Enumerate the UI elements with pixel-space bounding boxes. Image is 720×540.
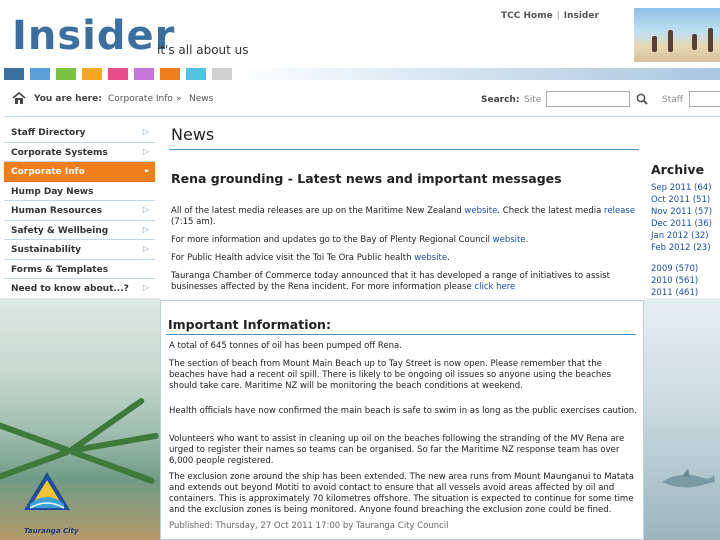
archive-month-link[interactable]: Nov 2011 (57) — [651, 207, 713, 217]
tauranga-city-logo-icon — [22, 470, 72, 516]
header-beach-photo — [634, 8, 720, 62]
site-search-input[interactable] — [546, 91, 630, 107]
breadcrumb-item-corporate-info[interactable]: Corporate Info — [108, 94, 173, 104]
search-label: Search: — [481, 95, 520, 105]
archive-title: Archive — [651, 162, 705, 177]
tcc-home-link[interactable]: TCC Home — [501, 11, 553, 21]
color-swatch — [4, 68, 24, 80]
search-icon[interactable] — [636, 93, 648, 105]
regional-council-website-link[interactable]: website — [492, 235, 526, 245]
search-site-label: Site — [524, 95, 542, 105]
color-swatch — [134, 68, 154, 80]
staff-search-input[interactable] — [689, 91, 720, 107]
article-title[interactable]: Rena grounding - Latest news and important messages — [171, 171, 562, 186]
archive-month-link[interactable]: Sep 2011 (64) — [651, 183, 712, 193]
header-divider — [4, 116, 720, 117]
main-content — [164, 120, 644, 300]
breadcrumb-item-news: News — [189, 94, 214, 104]
published-line: Published: Thursday, 27 Oct 2011 17:00 by Tauranga City Council — [169, 521, 449, 531]
color-swatch — [30, 68, 50, 80]
important-information-title: Important Information: — [168, 317, 331, 332]
arrow-right-icon: ▸ — [144, 166, 149, 175]
archive-month-link[interactable]: Feb 2012 (23) — [651, 243, 711, 253]
regional-council-paragraph — [171, 235, 641, 246]
sidebar-item-label: Hump Day News — [11, 186, 94, 197]
arrow-right-icon: ▷ — [142, 146, 149, 156]
sidebar-item-hump-day-news[interactable] — [4, 182, 155, 202]
archive-month-link[interactable]: Dec 2011 (36) — [651, 219, 712, 229]
media-release-paragraph — [171, 206, 641, 228]
archive-year-link[interactable]: 2010 (561) — [651, 276, 699, 286]
color-swatch — [186, 68, 206, 80]
photo-figure — [708, 28, 713, 52]
dolphin-icon — [660, 468, 716, 492]
maritime-website-link[interactable]: website — [464, 206, 498, 216]
tauranga-city-logo-text: Tauranga City — [24, 527, 79, 535]
info-paragraph: The section of beach from Mount Main Beach up to Tay Street is now open. Please remember that the beaches have had a recent oil spill. There is likely to be ongoing oil issues so anyone using the beaches should take care. Maritime NZ will be monitoring the beach conditions at weekend. — [169, 359, 611, 391]
color-swatch — [82, 68, 102, 80]
site-header — [0, 0, 720, 70]
archive-year-link[interactable]: 2009 (570) — [651, 264, 699, 274]
color-bar-fill — [240, 68, 720, 80]
sidebar-item-corporate-info[interactable] — [4, 162, 155, 182]
sidebar-item-human-resources[interactable] — [4, 201, 155, 221]
sidebar-item-label: Safety & Wellbeing — [11, 225, 109, 236]
paragraph-text: For Public Health advice visit the Toi Te Ora Public health — [171, 253, 415, 263]
archive-month-link[interactable]: Jan 2012 (32) — [651, 231, 709, 241]
insider-link[interactable]: Insider — [563, 11, 599, 21]
title-rule — [166, 334, 636, 335]
photo-figure — [692, 34, 697, 50]
top-links — [501, 11, 599, 21]
public-health-paragraph — [171, 253, 641, 264]
photo-figure — [652, 36, 657, 52]
photo-figure — [668, 30, 673, 52]
color-swatch — [56, 68, 76, 80]
sidebar-item-need-to-know[interactable] — [4, 279, 155, 299]
breadcrumb-bar — [0, 88, 720, 112]
breadcrumb-label: You are here: — [34, 94, 102, 104]
info-paragraph: A total of 645 tonnes of oil has been pumped off Rena. — [169, 341, 402, 351]
link-separator: | — [556, 11, 560, 21]
sidebar-item-label: Corporate Systems — [11, 147, 108, 158]
palm-frond — [69, 448, 156, 484]
paragraph-text: All of the latest media releases are up on the Maritime New Zealand — [171, 206, 465, 216]
sidebar-item-label: Corporate Info — [11, 167, 85, 177]
sidebar-item-sustainability[interactable] — [4, 240, 155, 260]
color-bar — [4, 68, 720, 80]
decorative-background-right — [644, 298, 720, 540]
info-paragraph: Health officials have now confirmed the main beach is safe to swim in as long as the public exercises caution. — [169, 406, 637, 416]
paragraph-text: Tauranga Chamber of Commerce today announced that it has developed a range of initiatives to assist businesses affected by the Rena incident. For more information please — [171, 271, 610, 292]
click-here-link[interactable]: click here — [474, 282, 516, 292]
paragraph-text: . — [525, 235, 529, 245]
sidebar-item-label: Human Resources — [11, 206, 103, 216]
public-health-website-link[interactable]: website — [414, 253, 448, 263]
paragraph-text: . Check the latest media — [497, 206, 602, 216]
paragraph-text: For more information and updates go to the Bay of Plenty Regional Council — [171, 235, 493, 245]
site-tagline: it's all about us — [157, 43, 249, 57]
title-rule — [169, 149, 639, 150]
sidebar-item-label: Forms & Templates — [11, 264, 109, 275]
site-logo[interactable]: Insider — [12, 13, 176, 59]
sidebar-item-label: Need to know about...? — [11, 284, 129, 294]
archive-year-link[interactable]: 2011 (461) — [651, 288, 699, 298]
sidebar-nav — [4, 123, 155, 299]
arrow-right-icon: ▷ — [142, 127, 149, 136]
info-paragraph: Volunteers who want to assist in cleaning up oil on the beaches following the stranding of the MV Rena are urged to register their names so teams can be organised. So far the Maritime NZ response team has over 6,000 people registered. — [169, 434, 625, 466]
home-icon[interactable] — [12, 92, 26, 104]
archive-gap — [651, 254, 720, 263]
arrow-right-icon: ▷ — [142, 224, 149, 234]
sidebar-item-label: Sustainability — [11, 245, 82, 255]
important-information-panel — [160, 300, 644, 540]
sidebar-item-label: Staff Directory — [11, 128, 86, 138]
arrow-right-icon: ▷ — [142, 205, 149, 214]
color-swatch — [212, 68, 232, 80]
color-swatch — [108, 68, 128, 80]
staff-search-label: Staff — [662, 95, 683, 105]
breadcrumb-separator: » — [176, 94, 182, 104]
sidebar-item-forms-templates[interactable] — [4, 260, 155, 280]
palm-frond — [0, 417, 71, 453]
paragraph-text: (7:15 am). — [171, 217, 216, 227]
arrow-right-icon: ▷ — [142, 244, 149, 253]
page-title: News — [171, 125, 215, 144]
archive-panel — [651, 162, 720, 299]
chamber-of-commerce-paragraph — [171, 271, 641, 293]
color-swatch — [160, 68, 180, 80]
archive-month-link[interactable]: Oct 2011 (51) — [651, 195, 711, 205]
sidebar-item-corporate-systems[interactable] — [4, 143, 155, 163]
info-paragraph: The exclusion zone around the ship has been extended. The new area runs from Mount Maunganui to Matata and extends out beyond Motiti to avoid contact to ensure that all vessels avoid areas affected by oil and containers. This is approximately 70 kilometres offshore. The situation is expected to continue for some time and the exclusion zones is being monitored. Anyone found breaching the exclusion zone could be fined. — [169, 472, 634, 515]
sidebar-item-staff-directory[interactable] — [4, 123, 155, 143]
media-release-link[interactable]: release — [604, 206, 636, 216]
arrow-right-icon: ▷ — [142, 283, 149, 292]
sidebar-item-safety-wellbeing[interactable] — [4, 221, 155, 241]
paragraph-text: . — [447, 253, 450, 263]
